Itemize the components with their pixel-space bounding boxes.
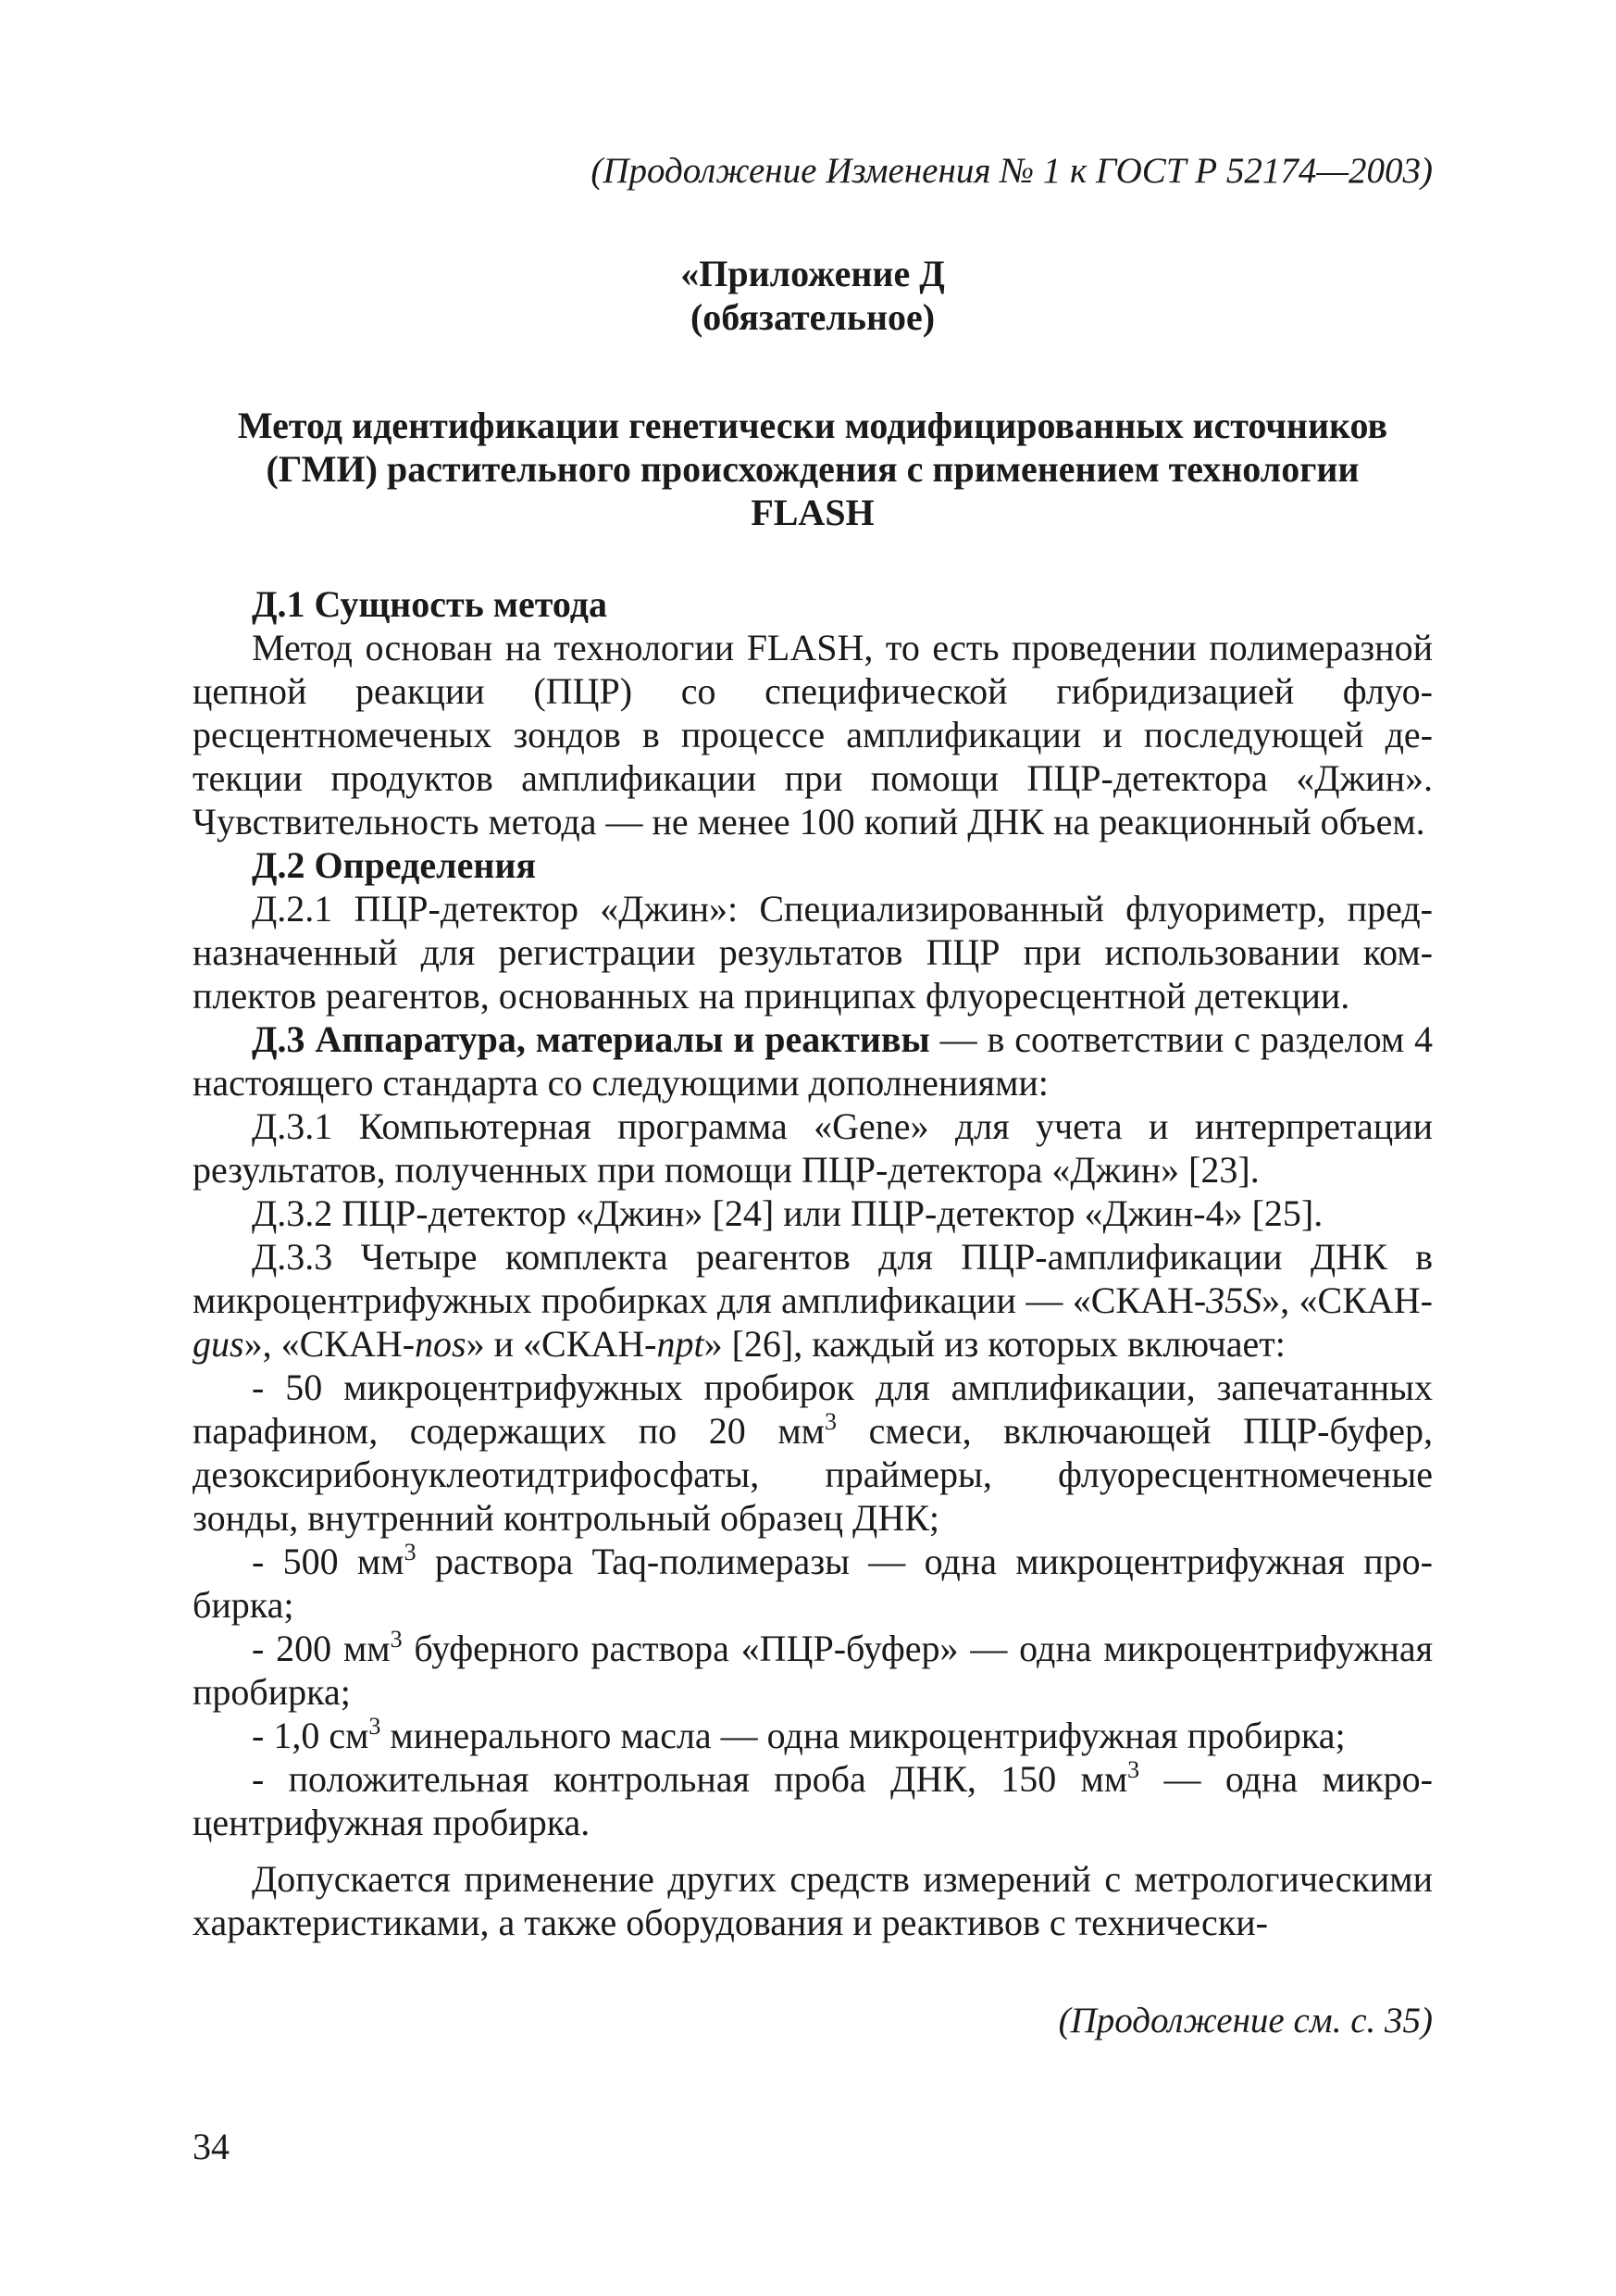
appendix-label: «Приложение Д [680,253,945,294]
d3-3-text-5: » [26], каждый из которых включает: [703,1323,1286,1365]
title-line-2: (ГМИ) растительного происхождения с применением технологии [266,448,1360,490]
d3-3-text-3: », «СКАН- [243,1323,416,1365]
item-1-text-b: смеси, включающей ПЦР-буфер, дезоксирибонуклеотидтрифосфаты, праймеры, флуоресцентномеченые зонды, внутренний контрольный образец ДНК; [193,1410,1433,1539]
section-d3-heading: Д.3 Аппаратура, материалы и реактивы [252,1018,930,1060]
kit-gus: gus [193,1323,244,1365]
item-4-superscript: 3 [368,1713,381,1740]
section-d3-note: Допускается применение других средств измерений с метрологическими характеристиками, а также оборудования и реактивов с технически- [193,1858,1433,1943]
item-1-text-a: - 50 микроцентрифужных пробирок для амплификации, запечатанных парафином, содержащих по 20 мм [193,1366,1433,1452]
item-3-text-a: - 200 мм [252,1628,391,1669]
section-d1-heading: Д.1 Сущность метода [252,583,607,625]
section-d3-paragraph [193,1017,1433,1104]
continuation-header: (Продолжение Изменения № 1 к ГОСТ Р 52174—2003) [590,151,1433,191]
document-body [193,582,1433,1944]
section-d3-3 [193,1235,1433,1366]
item-3-text-b: буферного раствора «ПЦР-буфер» — одна микроцентрифужная пробирка; [193,1628,1434,1713]
section-d1-text: Метод основан на технологии FLASH, то есть проведении полимеразной цепной реакции (ПЦР) со специфической гибридизацией флуоресцентномеченых зондов в процессе амплификации и последующей детекции продуктов амплификации при помощи ПЦР-детектора «Джин». Чувствительность метода — не менее 100 копий ДНК на реакционный объем. [193,627,1433,842]
section-d2-1: Д.2.1 ПЦР-детектор «Джин»: Специализированный флуориметр, предназначенный для регистрации результатов ПЦР при использовании комплектов реагентов, основанных на принципах флуоресцентной детекции. [193,888,1433,1017]
item-5-text-b: — одна микроцентрифужная пробирка. [193,1758,1433,1843]
section-d3-heading-tail: — в соответствии с разделом 4 настоящего стандарта со следующими дополнениями: [193,1018,1434,1104]
document-page [193,148,1433,2240]
list-item [193,1714,1433,1757]
item-2-superscript: 3 [404,1539,416,1566]
list-item [193,1627,1433,1714]
appendix-heading [193,252,1433,339]
kit-nos: nos [415,1323,466,1365]
list-item [193,1366,1433,1540]
item-5-superscript: 3 [1127,1756,1140,1783]
item-1-superscript: 3 [824,1408,837,1435]
d3-3-text-4: » и «СКАН- [466,1323,657,1365]
page-number: 34 [193,2126,230,2167]
item-3-superscript: 3 [390,1626,403,1653]
appendix-status: (обязательное) [690,296,936,338]
item-4-text-b: минерального масла — одна микроцентрифужная пробирка; [380,1715,1346,1756]
item-4-text-a: - 1,0 см [252,1715,369,1756]
continuation-footer: (Продолжение см. с. 35) [1058,2001,1433,2040]
kit-35s: 35S [1206,1279,1262,1321]
kit-npt: npt [656,1323,704,1365]
document-title [193,404,1433,534]
list-item [193,1540,1433,1627]
d3-3-text-1: Д.3.3 Четыре комплекта реагентов для ПЦР-амплификации ДНК в микроцентрифужных пробирках для амплификации — «СКАН- [193,1236,1433,1321]
section-d2-heading: Д.2 Определения [252,844,537,886]
title-line-1: Метод идентификации генетически модифицированных источников [237,405,1388,446]
list-item [193,1757,1433,1844]
section-d3-1: Д.3.1 Компьютерная программа «Gene» для учета и интерпретации результатов, полученных при помощи ПЦР-детектора «Джин» [23]. [193,1105,1433,1191]
section-d3-2: Д.3.2 ПЦР-детектор «Джин» [24] или ПЦР-детектор «Джин-4» [25]. [252,1192,1324,1234]
title-line-3: FLASH [751,492,875,533]
d3-3-text-2: », «СКАН- [1262,1279,1434,1321]
item-2-text-a: - 500 мм [252,1541,404,1582]
item-2-text-b: раствора Taq-полимеразы — одна микроцентрифужная пробирка; [193,1541,1433,1626]
item-5-text-a: - положительная контрольная проба ДНК, 150 мм [252,1758,1128,1800]
